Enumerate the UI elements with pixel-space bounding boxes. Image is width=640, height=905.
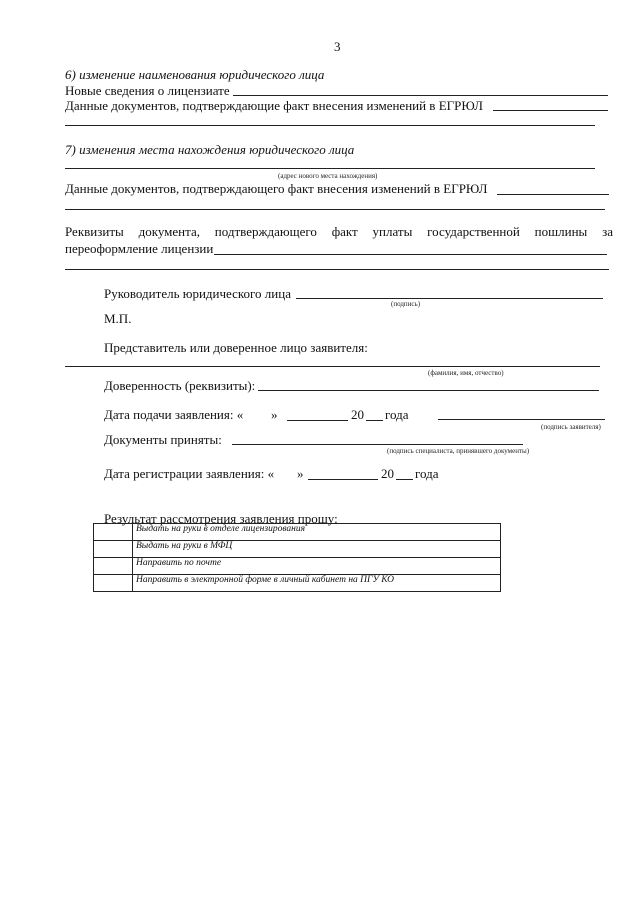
head-label: Руководитель юридического лица bbox=[104, 286, 291, 301]
result-option-checkbox[interactable] bbox=[94, 524, 133, 541]
section7-heading: 7) изменения места нахождения юридического лица bbox=[65, 142, 355, 157]
result-option-checkbox[interactable] bbox=[94, 575, 133, 592]
section6-docs-label: Данные документов, подтверждающие факт внесения изменений в ЕГРЮЛ bbox=[65, 98, 483, 113]
accepted-caption: (подпись специалиста, принявшего документы) bbox=[387, 447, 530, 455]
representative-label: Представитель или доверенное лицо заявителя: bbox=[104, 340, 368, 355]
submission-date-label: Дата подачи заявления: « bbox=[104, 407, 244, 422]
submission-close-quote: » bbox=[271, 407, 278, 422]
accepted-label: Документы приняты: bbox=[104, 432, 222, 447]
result-option-label: Выдать на руки в МФЦ bbox=[133, 541, 501, 558]
result-option-checkbox[interactable] bbox=[94, 558, 133, 575]
submission-year-suffix: года bbox=[385, 407, 409, 422]
power-of-attorney-label: Доверенность (реквизиты): bbox=[104, 378, 256, 393]
result-option-row bbox=[94, 575, 501, 592]
power-of-attorney-field[interactable] bbox=[258, 390, 599, 391]
registration-date-label: Дата регистрации заявления: « bbox=[104, 466, 275, 481]
representative-name-field[interactable] bbox=[65, 366, 600, 367]
new-info-field[interactable] bbox=[233, 95, 608, 96]
registration-month-field[interactable] bbox=[308, 479, 378, 480]
section6-docs-field-2[interactable] bbox=[65, 125, 595, 126]
result-option-row bbox=[94, 541, 501, 558]
representative-caption: (фамилия, имя, отчество) bbox=[428, 369, 504, 377]
registration-year-field[interactable] bbox=[396, 479, 413, 480]
fee-label-line1: Реквизиты документа, подтверждающего факт уплаты государственной пошлины за bbox=[65, 224, 613, 239]
submission-month-field[interactable] bbox=[287, 420, 348, 421]
submission-year-prefix: 20 bbox=[351, 407, 364, 422]
result-option-row bbox=[94, 524, 501, 541]
fee-label-line2: переоформление лицензии bbox=[65, 241, 214, 256]
applicant-signature-caption: (подпись заявителя) bbox=[541, 423, 601, 431]
accepted-signature-field[interactable] bbox=[232, 444, 523, 445]
section6-docs-field[interactable] bbox=[493, 110, 608, 111]
new-info-label: Новые сведения о лицензиате bbox=[65, 83, 230, 98]
fee-field[interactable] bbox=[214, 254, 607, 255]
result-option-label: Выдать на руки в отделе лицензирования bbox=[133, 524, 501, 541]
submission-year-field[interactable] bbox=[366, 420, 383, 421]
result-option-checkbox[interactable] bbox=[94, 541, 133, 558]
registration-year-prefix: 20 bbox=[381, 466, 394, 481]
section7-docs-field-2[interactable] bbox=[65, 209, 605, 210]
result-option-label: Направить по почте bbox=[133, 558, 501, 575]
result-option-label: Направить в электронной форме в личный кабинет на ПГУ КО bbox=[133, 575, 501, 592]
registration-close-quote: » bbox=[297, 466, 304, 481]
head-signature-field[interactable] bbox=[296, 298, 603, 299]
page-number: 3 bbox=[334, 39, 341, 54]
new-address-field[interactable] bbox=[65, 168, 595, 169]
head-signature-caption: (подпись) bbox=[391, 300, 421, 308]
result-option-row bbox=[94, 558, 501, 575]
registration-year-suffix: года bbox=[415, 466, 439, 481]
section6-heading: 6) изменение наименования юридического лица bbox=[65, 67, 325, 82]
section7-docs-label: Данные документов, подтверждающего факт внесения изменений в ЕГРЮЛ bbox=[65, 181, 488, 196]
address-caption: (адрес нового места нахождения) bbox=[278, 172, 378, 180]
stamp-label: М.П. bbox=[104, 311, 132, 326]
result-options-table bbox=[93, 523, 501, 592]
fee-field-2[interactable] bbox=[65, 269, 609, 270]
result-heading: Результат рассмотрения заявления прошу: bbox=[104, 511, 338, 526]
section7-docs-field[interactable] bbox=[497, 194, 609, 195]
applicant-signature-field[interactable] bbox=[438, 419, 605, 420]
